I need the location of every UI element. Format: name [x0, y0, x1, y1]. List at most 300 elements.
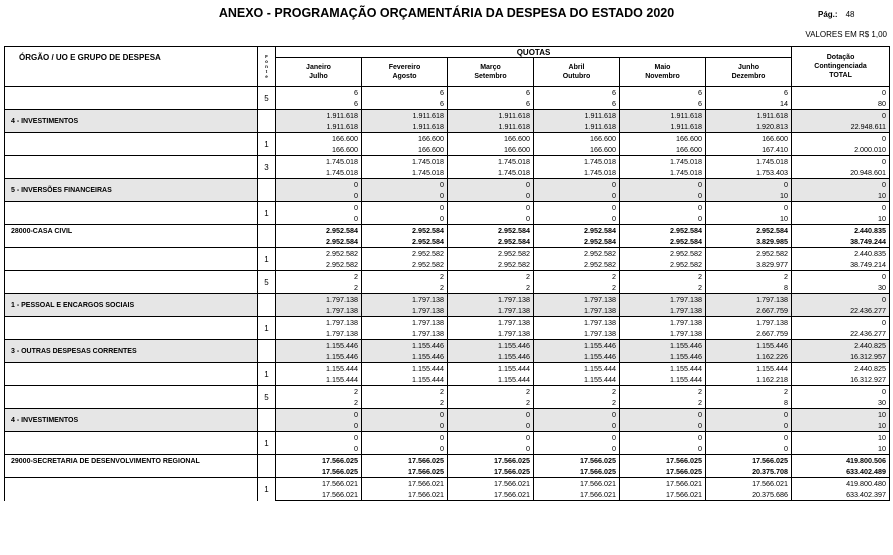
dotacao-line-3: TOTAL: [829, 72, 852, 79]
dotacao-line-1: Dotação: [826, 54, 855, 61]
dotacao-value: 633.402.397: [792, 489, 890, 501]
table-row: [5, 87, 890, 99]
dotacao-value: 30: [792, 397, 890, 409]
expense-group-label: 1 - PESSOAL E ENCARGOS SOCIAIS: [5, 294, 258, 317]
dotacao-value: 419.800.506: [792, 455, 890, 467]
quota-value: 2.952.584: [276, 236, 362, 248]
month-name: Setembro: [474, 73, 507, 80]
quota-value: 1.797.138: [276, 328, 362, 340]
dotacao-value: 10: [792, 190, 890, 202]
quota-value: 6: [620, 98, 706, 110]
dotacao-value: 0: [792, 271, 890, 283]
quota-value: 20.375.708: [706, 466, 792, 478]
dotacao-value: 0: [792, 110, 890, 122]
quota-value: 1.155.444: [534, 374, 620, 386]
quota-value: 0: [534, 409, 620, 421]
quota-value: 2: [362, 271, 448, 283]
quota-value: 17.566.025: [706, 455, 792, 467]
fonte-cell: [258, 225, 276, 248]
quota-value: 2: [448, 282, 534, 294]
quota-value: 0: [276, 443, 362, 455]
quota-value: 2.952.584: [448, 225, 534, 237]
table-row: [5, 202, 890, 214]
quota-value: 1.745.018: [706, 156, 792, 168]
quota-value: 0: [276, 213, 362, 225]
quota-value: 166.600: [362, 144, 448, 156]
quota-value: 6: [534, 87, 620, 99]
quota-value: 2.952.584: [362, 225, 448, 237]
quota-value: 2: [362, 386, 448, 398]
quota-value: 166.600: [534, 144, 620, 156]
dotacao-value: 20.948.601: [792, 167, 890, 179]
quota-value: 2.952.582: [276, 259, 362, 271]
expense-group-label: 3 - OUTRAS DESPESAS CORRENTES: [5, 340, 258, 363]
quota-value: 2.952.582: [448, 248, 534, 260]
fonte-cell: [258, 409, 276, 432]
quota-value: 1.911.618: [362, 110, 448, 122]
quota-value: 0: [276, 432, 362, 444]
quota-value: 1.155.444: [534, 363, 620, 375]
table-row: [5, 179, 890, 191]
quota-value: 3.829.977: [706, 259, 792, 271]
quota-value: 1.797.138: [620, 294, 706, 306]
quota-value: 0: [620, 213, 706, 225]
quota-value: 2: [620, 386, 706, 398]
quota-value: 1.155.444: [448, 363, 534, 375]
quota-value: 1.155.446: [706, 340, 792, 352]
quota-value: 1.155.446: [534, 340, 620, 352]
dotacao-value: 2.440.825: [792, 340, 890, 352]
quota-value: 0: [706, 202, 792, 214]
quota-value: 0: [534, 179, 620, 191]
dotacao-value: 10: [792, 213, 890, 225]
report-title: ANEXO - PROGRAMAÇÃO ORÇAMENTÁRIA DA DESPESA DO ESTADO 2020: [218, 6, 675, 20]
quota-value: 6: [706, 87, 792, 99]
dotacao-value: 10: [792, 420, 890, 432]
dotacao-value: 2.000.010: [792, 144, 890, 156]
fonte-cell: 1: [258, 317, 276, 340]
quota-value: 1.797.138: [362, 317, 448, 329]
quota-value: 1.920.813: [706, 121, 792, 133]
quota-value: 1.745.018: [276, 156, 362, 168]
dotacao-value: 0: [792, 202, 890, 214]
quota-value: 17.566.021: [620, 478, 706, 490]
dotacao-value: 633.402.489: [792, 466, 890, 478]
fonte-column-header: [258, 47, 276, 87]
table-row: [5, 225, 890, 237]
budget-table-container: [4, 46, 889, 501]
quota-value: 2: [706, 386, 792, 398]
quota-value: 0: [362, 432, 448, 444]
quota-value: 2.952.584: [620, 225, 706, 237]
quota-value: 1.911.618: [448, 121, 534, 133]
quota-value: 17.566.025: [534, 455, 620, 467]
quota-value: 17.566.021: [362, 489, 448, 501]
quota-value: 1.155.446: [362, 340, 448, 352]
quota-value: 17.566.025: [276, 466, 362, 478]
row-label: [5, 478, 258, 501]
dotacao-value: 0: [792, 87, 890, 99]
quota-value: 0: [448, 190, 534, 202]
quota-value: 2.952.582: [276, 248, 362, 260]
quota-value: 1.155.446: [448, 351, 534, 363]
dotacao-value: 22.948.611: [792, 121, 890, 133]
quota-value: 0: [276, 202, 362, 214]
quota-value: 1.162.226: [706, 351, 792, 363]
dotacao-value: 0: [792, 317, 890, 329]
quota-value: 1.155.444: [620, 363, 706, 375]
quota-value: 0: [362, 213, 448, 225]
quota-value: 1.911.618: [534, 121, 620, 133]
quota-value: 0: [706, 179, 792, 191]
quota-value: 0: [276, 179, 362, 191]
quota-value: 1.911.618: [706, 110, 792, 122]
quota-value: 1.155.446: [448, 340, 534, 352]
quota-value: 166.600: [448, 144, 534, 156]
row-label: [5, 133, 258, 156]
quota-value: 0: [534, 443, 620, 455]
quota-value: 166.600: [706, 133, 792, 145]
month-name: Março: [480, 64, 501, 71]
dotacao-value: 16.312.957: [792, 351, 890, 363]
quota-value: 1.797.138: [448, 317, 534, 329]
month-name: Julho: [309, 73, 328, 80]
dotacao-value: 0: [792, 156, 890, 168]
quota-value: 1.911.618: [362, 121, 448, 133]
quota-value: 1.797.138: [620, 305, 706, 317]
quota-value: 17.566.025: [448, 455, 534, 467]
table-row: [5, 455, 890, 467]
quota-value: 6: [276, 87, 362, 99]
row-label: [5, 317, 258, 340]
fonte-cell: 1: [258, 133, 276, 156]
quota-value: 1.745.018: [276, 167, 362, 179]
expense-group-label: 4 - INVESTIMENTOS: [5, 110, 258, 133]
quota-value: 1.797.138: [448, 328, 534, 340]
quota-value: 2: [534, 386, 620, 398]
quota-value: 0: [534, 190, 620, 202]
fonte-cell: 1: [258, 248, 276, 271]
quota-value: 0: [362, 202, 448, 214]
quota-value: 17.566.021: [534, 489, 620, 501]
quota-value: 1.155.446: [620, 351, 706, 363]
month-name: Dezembro: [731, 73, 766, 80]
dotacao-value: 10: [792, 432, 890, 444]
quota-value: 2: [362, 282, 448, 294]
quota-value: 1.155.446: [276, 340, 362, 352]
row-label: [5, 432, 258, 455]
quota-value: 2: [362, 397, 448, 409]
dotacao-value: 30: [792, 282, 890, 294]
quota-value: 1.797.138: [448, 294, 534, 306]
quota-value: 2.667.759: [706, 305, 792, 317]
quota-value: 0: [276, 190, 362, 202]
fonte-cell: 5: [258, 386, 276, 409]
quota-value: 0: [448, 179, 534, 191]
quota-value: 10: [706, 213, 792, 225]
quota-value: 2: [534, 271, 620, 283]
quota-value: 0: [276, 420, 362, 432]
quota-value: 0: [362, 190, 448, 202]
quota-value: 0: [362, 420, 448, 432]
quota-value: 2.952.582: [362, 259, 448, 271]
quota-value: 1.797.138: [706, 317, 792, 329]
quota-value: 2.952.584: [620, 236, 706, 248]
quota-value: 6: [534, 98, 620, 110]
fonte-cell: [258, 294, 276, 317]
quota-value: 167.410: [706, 144, 792, 156]
quota-value: 1.155.444: [448, 374, 534, 386]
month-header-4: [620, 58, 706, 87]
quota-value: 6: [362, 98, 448, 110]
dotacao-value: 80: [792, 98, 890, 110]
table-row: [5, 363, 890, 375]
dotacao-value: 2.440.825: [792, 363, 890, 375]
quota-value: 2.952.582: [620, 248, 706, 260]
quota-value: 1.745.018: [534, 167, 620, 179]
quota-value: 0: [706, 432, 792, 444]
quota-value: 17.566.025: [620, 466, 706, 478]
quota-value: 2: [534, 282, 620, 294]
dotacao-value: 0: [792, 294, 890, 306]
quotas-header: QUOTAS: [276, 47, 792, 58]
dotacao-value: 0: [792, 386, 890, 398]
quota-value: 0: [362, 179, 448, 191]
row-label: [5, 363, 258, 386]
quota-value: 1.155.444: [362, 363, 448, 375]
fonte-cell: 1: [258, 202, 276, 225]
page-indicator: [818, 10, 854, 19]
quota-value: 20.375.686: [706, 489, 792, 501]
quota-value: 166.600: [276, 133, 362, 145]
table-row: [5, 409, 890, 421]
quota-value: 8: [706, 397, 792, 409]
quota-value: 17.566.025: [362, 455, 448, 467]
dotacao-line-2: Contingenciada: [814, 63, 867, 70]
table-row: [5, 478, 890, 490]
table-row: [5, 271, 890, 283]
budget-table: [4, 46, 890, 501]
quota-value: 166.600: [534, 133, 620, 145]
quota-value: 166.600: [276, 144, 362, 156]
fonte-vertical-label: F o n t e: [265, 54, 268, 79]
quota-value: 2.952.584: [706, 225, 792, 237]
quota-value: 0: [706, 420, 792, 432]
quota-value: 0: [620, 432, 706, 444]
month-header-5: [706, 58, 792, 87]
quota-value: 1.797.138: [620, 317, 706, 329]
quota-value: 17.566.025: [620, 455, 706, 467]
quota-value: 1.155.444: [706, 363, 792, 375]
quota-value: 2.667.759: [706, 328, 792, 340]
quota-value: 2: [448, 271, 534, 283]
quota-value: 17.566.021: [448, 489, 534, 501]
month-name: Janeiro: [306, 64, 331, 71]
quota-value: 0: [362, 443, 448, 455]
quota-value: 1.797.138: [362, 305, 448, 317]
fonte-cell: [258, 179, 276, 202]
table-row: [5, 432, 890, 444]
quota-value: 2: [276, 271, 362, 283]
quota-value: 17.566.021: [620, 489, 706, 501]
quota-value: 17.566.025: [362, 466, 448, 478]
quota-value: 1.797.138: [534, 294, 620, 306]
quota-value: 166.600: [620, 144, 706, 156]
quota-value: 1.753.403: [706, 167, 792, 179]
row-label: [5, 271, 258, 294]
month-header-1: [362, 58, 448, 87]
quota-value: 1.155.444: [620, 374, 706, 386]
quota-value: 2: [620, 271, 706, 283]
quota-value: 1.797.138: [276, 305, 362, 317]
month-name: Junho: [738, 64, 760, 71]
quota-value: 2: [448, 386, 534, 398]
quota-value: 1.155.444: [276, 363, 362, 375]
dotacao-value: 0: [792, 179, 890, 191]
quota-value: 2: [534, 397, 620, 409]
quota-value: 0: [620, 179, 706, 191]
table-row: [5, 248, 890, 260]
quota-value: 2.952.582: [362, 248, 448, 260]
quota-value: 2.952.584: [362, 236, 448, 248]
quota-value: 0: [448, 432, 534, 444]
fonte-cell: [258, 110, 276, 133]
table-row: [5, 317, 890, 329]
quota-value: 2.952.582: [448, 259, 534, 271]
quota-value: 1.797.138: [276, 294, 362, 306]
table-row: [5, 386, 890, 398]
quota-value: 10: [706, 190, 792, 202]
quota-value: 1.797.138: [534, 305, 620, 317]
quota-value: 2: [448, 397, 534, 409]
quota-value: 17.566.021: [362, 478, 448, 490]
quota-value: 1.745.018: [620, 156, 706, 168]
quota-value: 2: [276, 397, 362, 409]
fonte-cell: 1: [258, 432, 276, 455]
dotacao-value: 38.749.244: [792, 236, 890, 248]
quota-value: 1.911.618: [448, 110, 534, 122]
month-header-0: [276, 58, 362, 87]
quota-value: 17.566.021: [276, 489, 362, 501]
quota-value: 1.797.138: [534, 317, 620, 329]
quota-value: 1.797.138: [362, 328, 448, 340]
quota-value: 2.952.582: [706, 248, 792, 260]
quota-value: 2.952.584: [276, 225, 362, 237]
month-header-3: [534, 58, 620, 87]
quota-value: 1.162.218: [706, 374, 792, 386]
quota-value: 17.566.021: [448, 478, 534, 490]
quota-value: 1.911.618: [620, 110, 706, 122]
quota-value: 1.911.618: [276, 110, 362, 122]
quota-value: 1.745.018: [448, 156, 534, 168]
fonte-cell: 5: [258, 271, 276, 294]
quota-value: 1.155.444: [362, 374, 448, 386]
quota-value: 1.155.446: [620, 340, 706, 352]
expense-group-label: 4 - INVESTIMENTOS: [5, 409, 258, 432]
quota-value: 3.829.985: [706, 236, 792, 248]
quota-value: 17.566.021: [534, 478, 620, 490]
quota-value: 166.600: [620, 133, 706, 145]
fonte-cell: 1: [258, 478, 276, 501]
quota-value: 1.797.138: [620, 328, 706, 340]
quota-value: 1.797.138: [448, 305, 534, 317]
quota-value: 0: [448, 443, 534, 455]
dotacao-column-header: [792, 47, 890, 87]
month-name: Fevereiro: [388, 64, 421, 71]
quota-value: 0: [620, 443, 706, 455]
fonte-cell: 3: [258, 156, 276, 179]
fonte-cell: [258, 455, 276, 478]
quota-value: 17.566.025: [448, 466, 534, 478]
month-name: Abril: [568, 64, 585, 71]
quota-value: 6: [448, 98, 534, 110]
quota-value: 0: [534, 202, 620, 214]
quota-value: 2: [706, 271, 792, 283]
quota-value: 0: [534, 432, 620, 444]
quota-value: 2.952.584: [534, 236, 620, 248]
dotacao-value: 22.436.277: [792, 305, 890, 317]
fonte-cell: [258, 340, 276, 363]
quota-value: 0: [534, 420, 620, 432]
quota-value: 1.797.138: [706, 294, 792, 306]
quota-value: 1.911.618: [534, 110, 620, 122]
dotacao-value: 10: [792, 443, 890, 455]
quota-value: 0: [276, 409, 362, 421]
quota-value: 0: [706, 409, 792, 421]
expense-group-label: 5 - INVERSÕES FINANCEIRAS: [5, 179, 258, 202]
quota-value: 2: [620, 282, 706, 294]
table-row: [5, 340, 890, 352]
quota-value: 1.745.018: [620, 167, 706, 179]
quota-value: 1.745.018: [448, 167, 534, 179]
month-name: Maio: [654, 64, 671, 71]
quota-value: 1.155.446: [276, 351, 362, 363]
month-name: Outubro: [562, 73, 591, 80]
row-label: [5, 87, 258, 110]
quota-value: 0: [620, 409, 706, 421]
values-unit-note: VALORES EM R$ 1,00: [805, 30, 887, 39]
quota-value: 2.952.582: [620, 259, 706, 271]
quota-value: 2.952.582: [534, 248, 620, 260]
quota-value: 0: [448, 202, 534, 214]
dotacao-value: 419.800.480: [792, 478, 890, 490]
dotacao-value: 2.440.835: [792, 225, 890, 237]
quota-value: 2.952.584: [448, 236, 534, 248]
quota-value: 0: [620, 420, 706, 432]
month-name: Novembro: [645, 73, 680, 80]
entity-label: 28000-CASA CIVIL: [5, 225, 258, 248]
quota-value: 17.566.021: [706, 478, 792, 490]
quota-value: 6: [362, 87, 448, 99]
quota-value: 1.911.618: [620, 121, 706, 133]
quota-value: 2.952.584: [534, 225, 620, 237]
quota-value: 166.600: [362, 133, 448, 145]
quota-value: 6: [276, 98, 362, 110]
quota-value: 14: [706, 98, 792, 110]
quota-value: 1.155.446: [362, 351, 448, 363]
dotacao-value: 10: [792, 409, 890, 421]
quota-value: 17.566.025: [534, 466, 620, 478]
month-name: Agosto: [392, 73, 417, 80]
quota-value: 1.797.138: [362, 294, 448, 306]
quota-value: 1.797.138: [276, 317, 362, 329]
month-header-2: [448, 58, 534, 87]
row-label: [5, 202, 258, 225]
quota-value: 2: [276, 386, 362, 398]
org-column-header: ÓRGÃO / UO E GRUPO DE DESPESA: [5, 47, 258, 87]
quota-value: 0: [534, 213, 620, 225]
quota-value: 1.911.618: [276, 121, 362, 133]
